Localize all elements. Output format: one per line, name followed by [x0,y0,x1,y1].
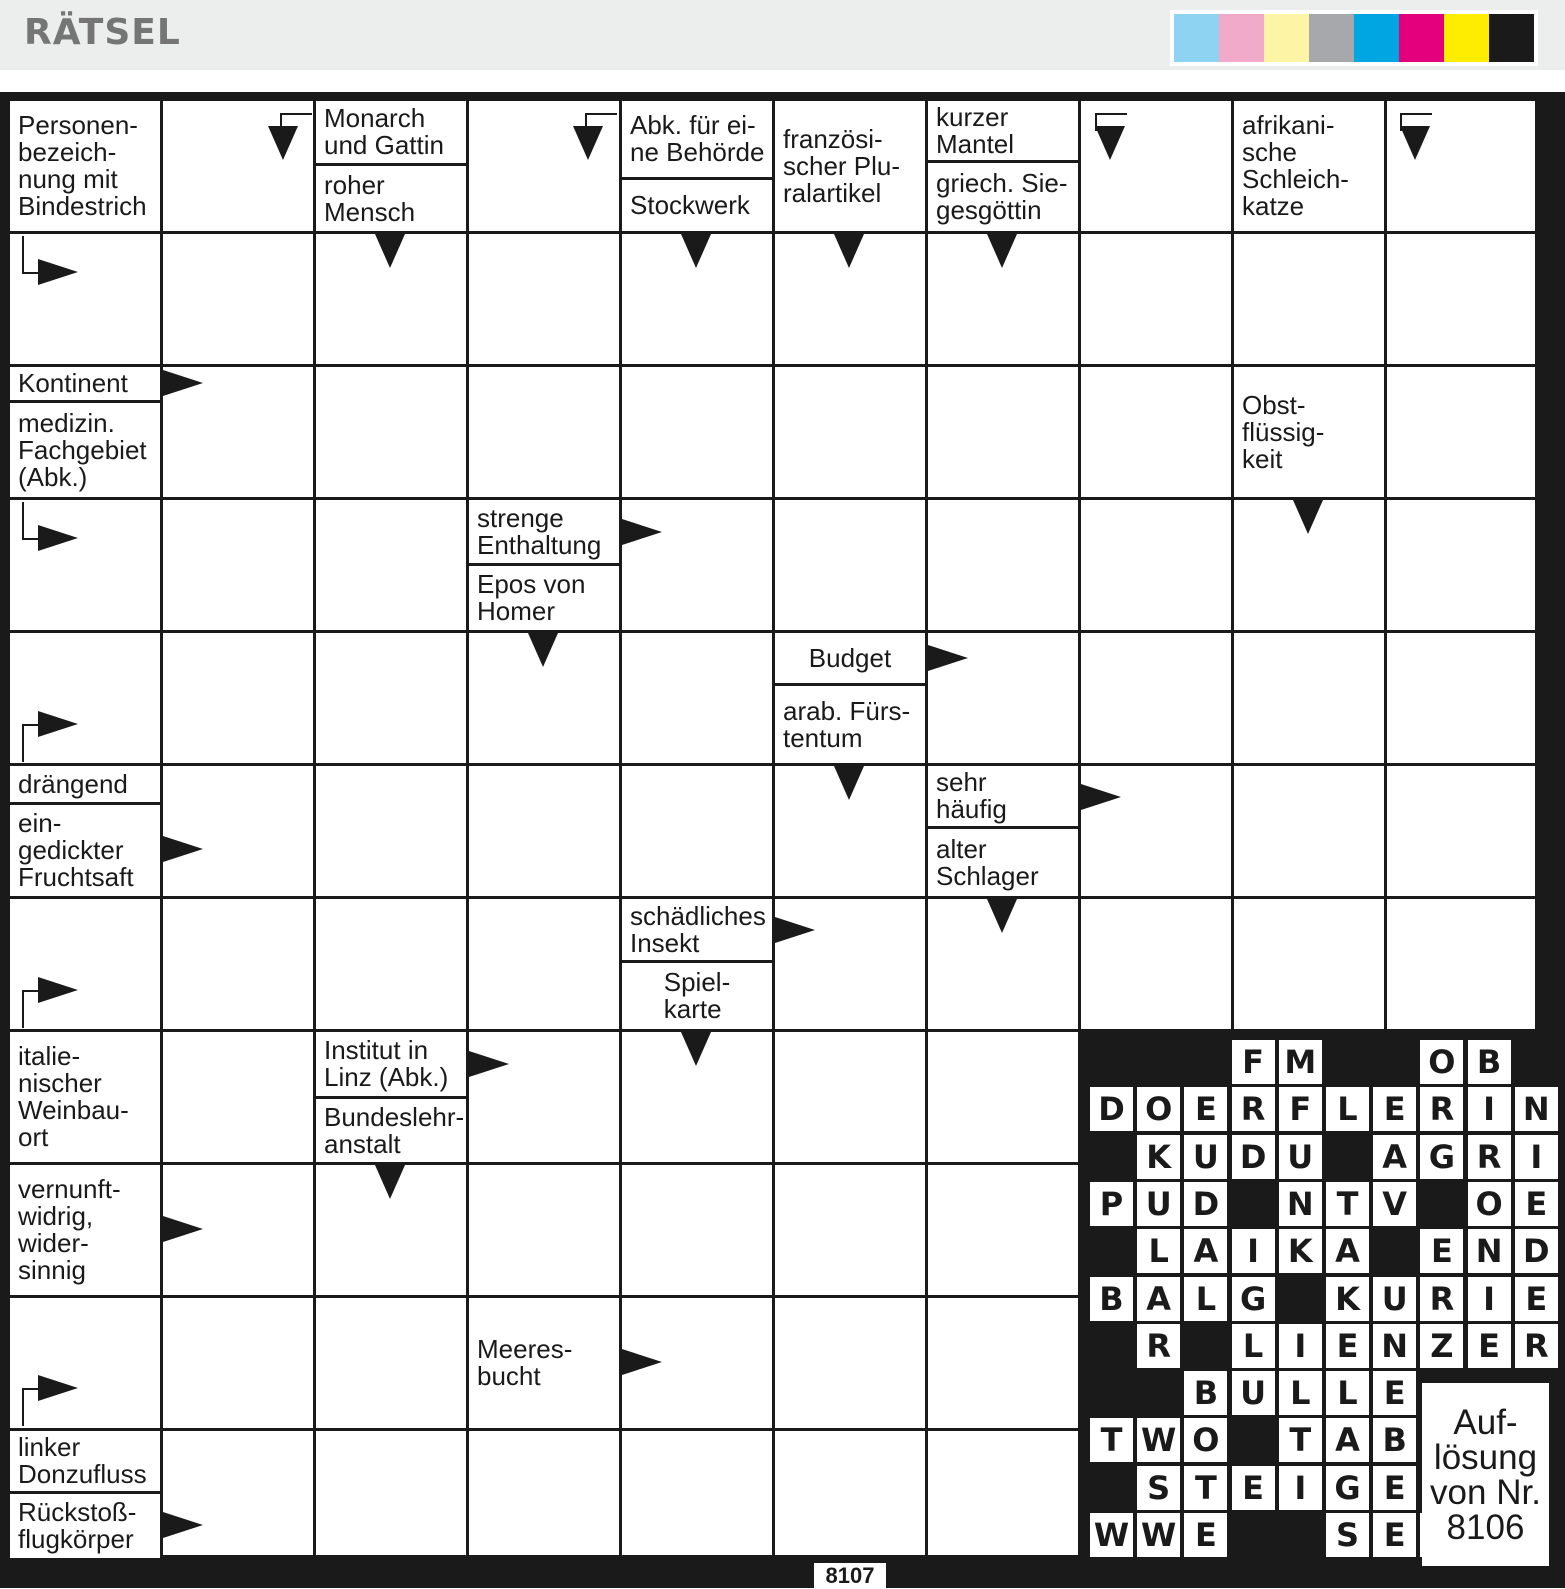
solution-letter: U [1232,1371,1275,1415]
solution-letter: N [1468,1229,1511,1273]
solution-letter: E [1184,1087,1227,1131]
clue-text: Kontinent [10,367,160,400]
arrow-right-icon [163,1216,203,1242]
clue-text: französi- scher Plu- ralartikel [775,101,925,231]
solution-letter: L [1184,1277,1227,1321]
grid-cell[interactable] [163,234,313,364]
solution-letter: R [1468,1135,1511,1179]
grid-cell[interactable] [163,766,313,896]
arrow-right-icon [622,1349,662,1375]
arrow-down-icon [573,126,603,160]
solution-letter: U [1137,1182,1180,1226]
solution-letter: L [1326,1087,1369,1131]
solution-letter: O [1137,1087,1180,1131]
grid-cell[interactable] [1081,899,1231,1029]
solution-letter: O [1468,1182,1511,1226]
grid-cell[interactable] [928,1298,1078,1428]
solution-letter: T [1184,1466,1227,1510]
solution-letter: T [1279,1418,1322,1462]
solution-letter: E [1468,1324,1511,1368]
grid-cell[interactable] [316,633,466,763]
arrow-right-icon [163,836,203,862]
grid-cell[interactable] [469,367,619,497]
solution-letter: R [1515,1324,1558,1368]
grid-cell[interactable] [469,1431,619,1555]
solution-letter: E [1373,1371,1416,1415]
arrow-down-icon [1095,126,1125,160]
color-swatch [1219,14,1264,62]
solution-letter: E [1232,1466,1275,1510]
arrow-down-icon [834,234,864,268]
grid-cell[interactable] [775,1431,925,1555]
grid-cell[interactable] [316,500,466,630]
grid-cell[interactable] [1387,766,1535,896]
clue-text: drängend [10,766,160,802]
solution-letter: E [1373,1466,1416,1510]
solution-letter: B [1090,1277,1133,1321]
solution-letter: L [1326,1371,1369,1415]
grid-cell[interactable] [163,899,313,1029]
clue-text: sehr häufig [928,766,1078,826]
solution-letter: A [1326,1229,1369,1273]
clue-text: Stockwerk [622,180,772,231]
grid-cell[interactable] [775,1165,925,1295]
solution-letter: D [1184,1182,1227,1226]
puzzle-number: 8107 [814,1563,886,1588]
arrow-right-icon [469,1051,509,1077]
clue-text: kurzer Mantel [928,101,1078,160]
solution-letter: G [1420,1135,1463,1179]
solution-letter: E [1326,1324,1369,1368]
solution-letter: G [1326,1466,1369,1510]
solution-letter: L [1137,1229,1180,1273]
arrow-right-icon [1081,784,1121,810]
solution-letter: I [1232,1229,1275,1273]
solution-letter: E [1184,1513,1227,1557]
clue-text: roher Mensch [316,166,466,231]
solution-letter: K [1279,1229,1322,1273]
arrow-down-icon [834,766,864,800]
solution-letter: T [1090,1418,1133,1462]
solution-letter: A [1326,1418,1369,1462]
clue-text: Budget [775,633,925,683]
solution-letter: S [1137,1466,1180,1510]
solution-letter: B [1468,1040,1511,1084]
arrow-down-icon [1293,500,1323,534]
grid-cell[interactable] [1387,367,1535,497]
solution-letter: I [1515,1135,1558,1179]
solution-letter: I [1468,1277,1511,1321]
grid-cell[interactable] [622,633,772,763]
grid-cell[interactable] [775,1032,925,1162]
solution-label: Auf- lösung von Nr. 8106 [1422,1383,1549,1566]
color-swatch [1309,14,1354,62]
color-swatch [1399,14,1444,62]
arrow-down-icon [681,234,711,268]
solution-letter: W [1137,1513,1180,1557]
solution-letter: I [1279,1466,1322,1510]
grid-cell[interactable] [622,1431,772,1555]
solution-letter: V [1373,1182,1416,1226]
color-swatch [1489,14,1534,62]
solution-letter: E [1420,1229,1463,1273]
solution-letter: R [1420,1277,1463,1321]
grid-cell[interactable] [1387,234,1535,364]
color-swatch [1174,14,1219,62]
arrow-right-icon [163,1512,203,1538]
clue-text: afrikani- sche Schleich- katze [1234,101,1384,231]
solution-letter: E [1373,1513,1416,1557]
clue-text: Obst- flüssig- keit [1234,367,1384,497]
grid-cell[interactable] [469,1165,619,1295]
solution-letter: I [1279,1324,1322,1368]
clue-text: arab. Fürs- tentum [775,686,925,763]
grid-cell[interactable] [1234,766,1384,896]
solution-letter: W [1090,1513,1133,1557]
clue-text: vernunft- widrig, wider- sinnig [10,1165,160,1295]
grid-cell[interactable] [928,500,1078,630]
grid-cell[interactable] [1081,234,1231,364]
arrow-right-icon [928,645,968,671]
solution-letter: W [1137,1418,1180,1462]
solution-letter: P [1090,1182,1133,1226]
arrow-right-icon [622,519,662,545]
clue-text: schädliches Insekt [622,899,772,960]
arrow-right-icon [38,259,78,285]
arrow-down-icon [375,1165,405,1199]
grid-cell[interactable] [928,1032,1078,1162]
header-bar [0,0,1565,70]
grid-cell[interactable] [622,766,772,896]
solution-letter: A [1137,1277,1180,1321]
solution-letter: L [1279,1371,1322,1415]
grid-cell[interactable] [1234,633,1384,763]
solution-letter: B [1373,1418,1416,1462]
solution-letter: A [1373,1135,1416,1179]
clue-text: Meeres- bucht [469,1298,619,1428]
color-swatch [1444,14,1489,62]
arrow-right-icon [38,977,78,1003]
color-swatch [1354,14,1399,62]
grid-cell[interactable] [775,1298,925,1428]
grid-cell[interactable] [316,899,466,1029]
color-calibration-bar [1170,10,1538,66]
grid-cell[interactable] [775,500,925,630]
solution-letter: R [1232,1087,1275,1131]
clue-text: Personen- bezeich- nung mit Bindestrich [10,101,160,231]
arrow-down-icon [1400,126,1430,160]
arrow-right-icon [38,711,78,737]
solution-letter: E [1373,1087,1416,1131]
grid-cell[interactable] [163,1032,313,1162]
grid-cell[interactable] [469,766,619,896]
grid-cell[interactable] [1387,899,1535,1029]
solution-letter: E [1515,1182,1558,1226]
solution-letter: L [1232,1324,1275,1368]
grid-cell[interactable] [1387,500,1535,630]
grid-cell[interactable] [316,1431,466,1555]
grid-cell[interactable] [316,1298,466,1428]
arrow-bend-line [585,113,617,131]
solution-letter: R [1420,1087,1463,1131]
clue-text: Epos von Homer [469,566,619,630]
clue-text: Abk. für ei- ne Behörde [622,101,772,177]
grid-cell[interactable] [1387,633,1535,763]
arrow-down-icon [528,633,558,667]
arrow-down-icon [987,899,1017,933]
solution-letter: D [1090,1087,1133,1131]
grid-cell[interactable] [1081,367,1231,497]
arrow-right-icon [38,525,78,551]
solution-letter: O [1420,1040,1463,1084]
arrow-bend-line [1400,113,1432,131]
arrow-down-icon [681,1032,711,1066]
solution-letter: M [1279,1040,1322,1084]
grid-cell[interactable] [928,1431,1078,1555]
solution-letter: N [1279,1182,1322,1226]
grid-cell[interactable] [163,500,313,630]
grid-cell[interactable] [316,766,466,896]
clue-text: griech. Sie- gesgöttin [928,163,1078,231]
arrow-down-icon [268,126,298,160]
solution-letter: E [1515,1277,1558,1321]
clue-text: Bundeslehr- anstalt [316,1099,466,1162]
grid-cell[interactable] [163,633,313,763]
clue-text: Spiel- karte [622,963,772,1029]
solution-letter: D [1232,1135,1275,1179]
clue-text: Monarch und Gattin [316,101,466,163]
solution-letter: U [1279,1135,1322,1179]
grid-cell[interactable] [1081,500,1231,630]
solution-letter: U [1373,1277,1416,1321]
arrow-right-icon [775,917,815,943]
solution-letter: B [1184,1371,1227,1415]
page-title: RÄTSEL [24,12,181,53]
arrow-bend-line [1095,113,1127,131]
solution-letter: R [1137,1324,1180,1368]
solution-letter: Z [1420,1324,1463,1368]
clue-text: italie- nischer Weinbau- ort [10,1032,160,1162]
arrow-down-icon [375,234,405,268]
clue-text: Institut in Linz (Abk.) [316,1032,466,1096]
solution-letter: N [1373,1324,1416,1368]
solution-letter: I [1468,1087,1511,1131]
grid-cell[interactable] [163,1298,313,1428]
solution-letter: K [1326,1277,1369,1321]
solution-letter: N [1515,1087,1558,1131]
clue-text: Rückstoß- flugkörper [10,1494,160,1558]
arrow-down-icon [987,234,1017,268]
solution-letter: F [1279,1087,1322,1131]
solution-letter: G [1232,1277,1275,1321]
grid-cell[interactable] [622,367,772,497]
solution-letter: D [1515,1229,1558,1273]
clue-text: medizin. Fachgebiet (Abk.) [10,403,160,497]
grid-cell[interactable] [928,367,1078,497]
arrow-bend-line [280,113,312,131]
solution-letter: T [1326,1182,1369,1226]
grid-cell[interactable] [1234,234,1384,364]
grid-cell[interactable] [316,367,466,497]
solution-letter: F [1232,1040,1275,1084]
solution-letter: U [1184,1135,1227,1179]
grid-cell[interactable] [775,367,925,497]
grid-cell[interactable] [469,899,619,1029]
solution-letter: S [1326,1513,1369,1557]
clue-text: alter Schlager [928,829,1078,896]
grid-cell[interactable] [928,1165,1078,1295]
clue-text: linker Donzufluss [10,1431,160,1491]
grid-cell[interactable] [1081,633,1231,763]
grid-cell[interactable] [622,1165,772,1295]
clue-text: ein- gedickter Fruchtsaft [10,805,160,896]
grid-cell[interactable] [469,234,619,364]
grid-cell[interactable] [1234,899,1384,1029]
solution-letter: O [1184,1418,1227,1462]
solution-letter: A [1184,1229,1227,1273]
solution-letter: K [1137,1135,1180,1179]
color-swatch [1264,14,1309,62]
clue-text: strenge Enthaltung [469,500,619,563]
arrow-right-icon [163,370,203,396]
arrow-right-icon [38,1375,78,1401]
